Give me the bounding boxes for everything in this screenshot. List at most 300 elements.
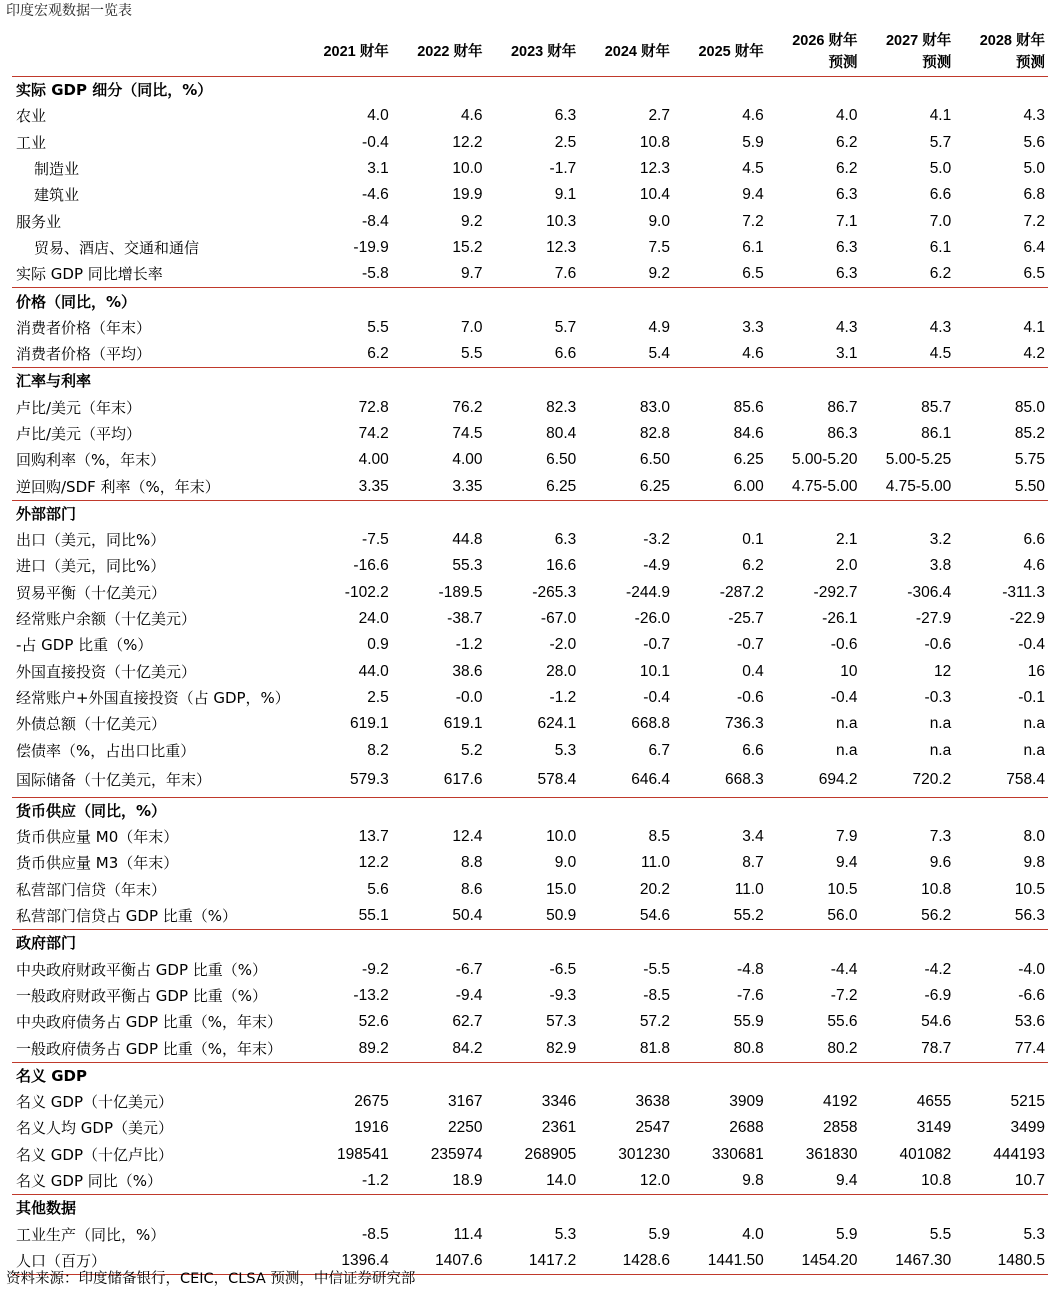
cell-value: 44.0 — [358, 662, 389, 680]
cell-value: 5.6 — [1023, 133, 1045, 151]
table-row — [12, 1035, 1048, 1062]
cell-value: 3499 — [1010, 1119, 1045, 1137]
cell-value: -7.6 — [737, 986, 764, 1004]
cell-value: 3909 — [729, 1093, 764, 1111]
row-label: 逆回购/SDF 利率（%，年末） — [16, 477, 220, 496]
table-row — [12, 473, 1048, 500]
cell-value: 4.6 — [742, 107, 764, 125]
cell-value: -0.4 — [1018, 636, 1045, 654]
cell-value: 6.3 — [554, 531, 577, 549]
cell-value: 6.6 — [1023, 531, 1045, 549]
row-label: 人口（百万） — [12, 1248, 298, 1275]
cell-value: 5.7 — [929, 133, 952, 151]
cell-value: 7.2 — [742, 212, 764, 230]
cell-value: 7.0 — [460, 318, 483, 336]
cell-value: -67.0 — [540, 610, 577, 628]
table-row — [12, 1115, 1048, 1141]
row-label: 经常账户余额（十亿美元） — [16, 610, 197, 629]
row-label: 进口（美元，同比%） — [16, 557, 166, 576]
cell-value: 5.0 — [929, 160, 952, 178]
cell-value: 10.8 — [921, 1172, 952, 1190]
cell-value: 268905 — [524, 1145, 577, 1163]
cell-value: 1467.30 — [861, 1248, 955, 1275]
cell-value: 15.2 — [452, 238, 483, 256]
cell-value: 2.5 — [367, 688, 389, 706]
cell-value: 57.3 — [546, 1013, 577, 1031]
cell-value: 55.2 — [733, 907, 764, 925]
cell-value: -6.7 — [455, 960, 483, 978]
cell-value: 3.1 — [835, 345, 858, 363]
cell-value: 7.6 — [554, 265, 577, 283]
cell-value: -0.3 — [924, 688, 952, 706]
cell-value: 5.3 — [554, 741, 577, 759]
cell-value: 56.0 — [827, 907, 858, 925]
cell-value: 6.3 — [835, 265, 858, 283]
cell-value: -8.5 — [362, 1225, 389, 1243]
table-row — [12, 737, 1048, 763]
cell-value: 4.00 — [358, 451, 389, 469]
table-row — [12, 983, 1048, 1009]
cell-value: 401082 — [899, 1145, 952, 1163]
cell-value: 6.2 — [742, 557, 764, 575]
cell-value: 50.4 — [452, 907, 483, 925]
cell-value: 5.3 — [1023, 1225, 1045, 1243]
cell-value: 2.7 — [648, 107, 670, 125]
cell-value: 0.4 — [742, 662, 764, 680]
cell-value: 617.6 — [443, 771, 483, 789]
table-row — [12, 877, 1048, 903]
row-label: 服务业 — [16, 212, 62, 231]
section-header-row — [12, 77, 1048, 104]
cell-value: 9.0 — [648, 212, 670, 230]
cell-value: 9.4 — [742, 186, 764, 204]
cell-value: 720.2 — [912, 771, 952, 789]
cell-value: 10.1 — [639, 662, 670, 680]
cell-value: 54.6 — [639, 907, 670, 925]
header-fy2025: 2025 财年 — [673, 28, 767, 77]
cell-value: 55.1 — [358, 907, 389, 925]
table-row — [12, 764, 1048, 798]
cell-value: 3.8 — [929, 557, 952, 575]
row-label: 卢比/美元（平均） — [16, 425, 142, 443]
row-label: 农业 — [16, 107, 47, 126]
cell-value: 646.4 — [631, 771, 670, 789]
cell-value: 56.2 — [921, 907, 952, 925]
cell-value: -0.0 — [455, 688, 483, 706]
cell-value: 6.2 — [367, 345, 389, 363]
cell-value: -0.6 — [924, 636, 952, 654]
cell-value: 12.0 — [639, 1172, 670, 1190]
cell-value: 20.2 — [639, 880, 670, 898]
cell-value: 74.2 — [358, 425, 389, 442]
row-label: 贸易、酒店、交通和通信 — [34, 238, 200, 257]
table-title: 印度宏观数据一览表 — [6, 3, 132, 19]
cell-value: 6.5 — [742, 265, 764, 283]
cell-value: -287.2 — [719, 583, 764, 601]
cell-value: 1407.6 — [392, 1248, 486, 1275]
cell-value: 28.0 — [546, 662, 577, 680]
cell-value: 235974 — [430, 1145, 483, 1163]
cell-value: 13.7 — [358, 828, 389, 846]
cell-value: -9.3 — [549, 986, 577, 1004]
cell-value: -8.5 — [643, 986, 670, 1004]
cell-value: -4.8 — [737, 960, 764, 978]
cell-value: 74.5 — [452, 425, 483, 442]
cell-value: 5.6 — [367, 880, 389, 898]
cell-value: -292.7 — [813, 583, 858, 601]
row-label: 名义 GDP 同比（%） — [16, 1172, 163, 1191]
cell-value: 4.75-5.00 — [792, 477, 858, 495]
table-row — [12, 315, 1048, 341]
cell-value: 24.0 — [358, 610, 389, 628]
cell-value: 11.0 — [734, 880, 764, 898]
cell-value: 7.1 — [835, 212, 858, 230]
table-row — [12, 156, 1048, 182]
cell-value: 9.7 — [460, 265, 483, 283]
cell-value: -306.4 — [907, 583, 952, 601]
cell-value: -1.2 — [362, 1172, 389, 1190]
cell-value: 736.3 — [724, 715, 764, 733]
cell-value: 15.0 — [546, 880, 577, 898]
cell-value: 578.4 — [537, 771, 577, 789]
cell-value: -6.6 — [1018, 986, 1045, 1004]
table-row — [12, 580, 1048, 606]
cell-value: 10.8 — [921, 880, 952, 898]
cell-value: 1396.4 — [298, 1248, 392, 1275]
cell-value: 694.2 — [818, 771, 858, 789]
cell-value: -5.8 — [362, 265, 389, 283]
cell-value: 9.0 — [554, 854, 577, 872]
header-fy2028: 2028 财年 预测 — [954, 28, 1048, 77]
cell-value: -189.5 — [438, 583, 483, 601]
cell-value: 9.2 — [460, 212, 483, 230]
cell-value: 3167 — [448, 1093, 483, 1111]
cell-value: -311.3 — [1002, 583, 1045, 601]
cell-value: 86.1 — [921, 425, 952, 442]
cell-value: 6.2 — [929, 265, 952, 283]
table-row — [12, 395, 1048, 421]
cell-value: 330681 — [712, 1145, 764, 1163]
cell-value: 4.75-5.00 — [885, 477, 952, 495]
cell-value: 301230 — [618, 1145, 670, 1163]
cell-value: 56.3 — [1014, 907, 1045, 925]
cell-value: -26.1 — [822, 610, 858, 628]
cell-value: 85.7 — [921, 398, 952, 416]
cell-value: 2675 — [354, 1093, 389, 1111]
cell-value: 1480.5 — [954, 1248, 1048, 1275]
cell-value: -0.4 — [643, 688, 670, 706]
table-row — [12, 850, 1048, 876]
cell-value: -244.9 — [626, 583, 670, 601]
cell-value: 4.3 — [1023, 107, 1045, 125]
row-label: 制造业 — [34, 160, 80, 179]
table-row — [12, 1009, 1048, 1035]
cell-value: 16.6 — [546, 557, 577, 575]
cell-value: 6.2 — [835, 160, 858, 178]
cell-value: 6.8 — [1023, 186, 1045, 204]
cell-value: -4.9 — [643, 557, 670, 575]
cell-value: 4.5 — [742, 160, 764, 178]
cell-value: -13.2 — [353, 986, 389, 1004]
cell-value: 9.8 — [742, 1172, 764, 1190]
cell-value: 9.4 — [835, 1172, 858, 1190]
cell-value: 12.3 — [546, 238, 577, 256]
header-fy2024: 2024 财年 — [579, 28, 673, 77]
cell-value: 198541 — [337, 1145, 389, 1163]
row-label: 外国直接投资（十亿美元） — [16, 662, 197, 681]
header-fy2026: 2026 财年 预测 — [767, 28, 861, 77]
cell-value: 6.6 — [742, 741, 764, 759]
cell-value: -4.2 — [924, 960, 952, 978]
section-title: 实际 GDP 细分（同比，%） — [12, 77, 1048, 104]
table-row — [12, 1168, 1048, 1195]
cell-value: 3346 — [541, 1093, 577, 1111]
cell-value: -5.5 — [643, 960, 670, 978]
cell-value: -16.6 — [353, 557, 389, 575]
row-label: 偿债率（%，占出口比重） — [16, 741, 196, 760]
cell-value: 62.7 — [452, 1013, 483, 1031]
cell-value: 10.0 — [452, 160, 483, 178]
cell-value: 6.6 — [554, 345, 577, 363]
table-row — [12, 659, 1048, 685]
cell-value: 5.5 — [460, 345, 483, 363]
table-row — [12, 632, 1048, 658]
cell-value: 9.6 — [929, 854, 952, 872]
india-macro-table — [12, 28, 1048, 1275]
cell-value: 2.5 — [554, 133, 577, 151]
cell-value: 38.6 — [452, 662, 483, 680]
cell-value: 6.25 — [639, 477, 670, 495]
cell-value: 12.2 — [452, 133, 483, 151]
cell-value: -26.0 — [634, 610, 670, 628]
row-label: -占 GDP 比重（%） — [16, 636, 153, 655]
cell-value: 5.9 — [742, 133, 764, 151]
section-title: 其他数据 — [12, 1195, 1048, 1222]
cell-value: 5215 — [1010, 1093, 1045, 1111]
cell-value: -19.9 — [353, 238, 389, 256]
row-label: 名义人均 GDP（美元） — [16, 1119, 173, 1138]
table-row — [12, 527, 1048, 553]
table-row — [12, 1142, 1048, 1168]
row-label: 私营部门信贷占 GDP 比重（%） — [16, 907, 238, 926]
cell-value: 9.1 — [554, 186, 577, 204]
cell-value: 10.8 — [639, 133, 670, 151]
cell-value: 85.2 — [1014, 425, 1045, 442]
cell-value: 4655 — [916, 1093, 952, 1111]
source-note: 资料来源：印度储备银行，CEIC，CLSA 预测，中信证券研究部 — [6, 1271, 416, 1287]
cell-value: 361830 — [805, 1145, 858, 1163]
cell-value: 50.9 — [546, 907, 577, 925]
cell-value: -25.7 — [728, 610, 764, 628]
cell-value: 5.4 — [648, 345, 670, 363]
cell-value: 72.8 — [358, 398, 389, 416]
cell-value: -6.9 — [924, 986, 952, 1004]
cell-value: 86.3 — [827, 425, 858, 442]
row-label: 国际储备（十亿美元，年末） — [16, 771, 212, 790]
cell-value: 1417.2 — [486, 1248, 580, 1275]
cell-value: 4.0 — [367, 107, 389, 125]
cell-value: 2688 — [729, 1119, 764, 1137]
table-body — [12, 77, 1048, 1275]
cell-value: 4.1 — [929, 107, 952, 125]
cell-value: 4.6 — [1023, 557, 1045, 575]
cell-value: 19.9 — [452, 186, 483, 204]
row-label: 一般政府财政平衡占 GDP 比重（%） — [16, 986, 268, 1005]
cell-value: 3.4 — [742, 828, 764, 846]
row-label: 经常账户+外国直接投资（占 GDP，%） — [16, 688, 290, 707]
cell-value: n.a — [929, 741, 952, 759]
cell-value: 0.9 — [367, 636, 389, 654]
cell-value: 14.0 — [546, 1172, 577, 1190]
row-label: 货币供应量 M0（年末） — [16, 828, 179, 847]
cell-value: 8.6 — [460, 880, 483, 898]
cell-value: 85.0 — [1014, 398, 1045, 416]
cell-value: 6.6 — [929, 186, 952, 204]
cell-value: 12.3 — [639, 160, 670, 178]
table-row — [12, 606, 1048, 632]
cell-value: 4.3 — [835, 318, 858, 336]
cell-value: -8.4 — [362, 212, 389, 230]
cell-value: -6.5 — [549, 960, 577, 978]
table-row — [12, 903, 1048, 930]
cell-value: 5.0 — [1023, 160, 1045, 178]
cell-value: 2250 — [448, 1119, 483, 1137]
cell-value: 80.2 — [827, 1039, 858, 1057]
cell-value: 11.0 — [640, 854, 670, 872]
cell-value: 80.8 — [733, 1039, 764, 1057]
cell-value: 12.4 — [452, 828, 483, 846]
cell-value: 7.0 — [929, 212, 952, 230]
cell-value: 11.4 — [453, 1225, 483, 1243]
cell-value: 5.00-5.25 — [885, 451, 952, 469]
cell-value: -9.2 — [362, 960, 389, 978]
cell-value: 3.3 — [742, 318, 764, 336]
cell-value: 3149 — [916, 1119, 952, 1137]
cell-value: 1454.20 — [767, 1248, 861, 1275]
cell-value: 52.6 — [358, 1013, 389, 1031]
cell-value: 18.9 — [452, 1172, 483, 1190]
table-row — [12, 553, 1048, 579]
cell-value: -2.0 — [549, 636, 577, 654]
cell-value: -7.5 — [362, 531, 389, 549]
cell-value: 44.8 — [452, 531, 483, 549]
row-label: 中央政府财政平衡占 GDP 比重（%） — [16, 960, 268, 979]
cell-value: 7.3 — [929, 828, 952, 846]
cell-value: 10.7 — [1014, 1172, 1045, 1190]
table-row — [12, 957, 1048, 983]
section-header-row — [12, 288, 1048, 315]
cell-value: 6.5 — [1023, 265, 1045, 283]
cell-value: -3.2 — [643, 531, 670, 549]
cell-value: 5.3 — [554, 1225, 577, 1243]
cell-value: -102.2 — [344, 583, 389, 601]
cell-value: 7.2 — [1023, 212, 1045, 230]
cell-value: 2547 — [635, 1119, 670, 1137]
cell-value: 5.9 — [835, 1225, 858, 1243]
row-label: 工业 — [16, 133, 47, 152]
cell-value: 6.1 — [929, 238, 952, 256]
header-fy2027: 2027 财年 预测 — [861, 28, 955, 77]
cell-value: -27.9 — [915, 610, 952, 628]
cell-value: 53.6 — [1014, 1013, 1045, 1031]
cell-value: 84.2 — [452, 1039, 483, 1057]
cell-value: 6.4 — [1023, 238, 1045, 256]
cell-value: 1428.6 — [579, 1248, 673, 1275]
cell-value: 5.00-5.20 — [792, 451, 858, 469]
cell-value: 4.3 — [929, 318, 952, 336]
cell-value: 10 — [840, 662, 858, 680]
table-row — [12, 685, 1048, 711]
cell-value: 6.50 — [639, 451, 670, 469]
cell-value: 55.9 — [733, 1013, 764, 1031]
cell-value: 6.25 — [733, 451, 764, 469]
table-row — [12, 711, 1048, 737]
cell-value: 2858 — [823, 1119, 858, 1137]
cell-value: 5.7 — [554, 318, 577, 336]
cell-value: 8.7 — [742, 854, 764, 872]
cell-value: -22.9 — [1009, 610, 1045, 628]
cell-value: -265.3 — [532, 583, 577, 601]
row-label: 一般政府债务占 GDP 比重（%，年末） — [16, 1039, 283, 1058]
row-label: 建筑业 — [34, 186, 80, 205]
cell-value: 8.2 — [367, 741, 389, 759]
header-fy2023: 2023 财年 — [486, 28, 580, 77]
header-fy2021: 2021 财年 — [298, 28, 392, 77]
cell-value: n.a — [1023, 741, 1045, 759]
header-fy2022: 2022 财年 — [392, 28, 486, 77]
table-row — [12, 235, 1048, 261]
section-header-row — [12, 1062, 1048, 1089]
cell-value: 83.0 — [639, 398, 670, 416]
section-header-row — [12, 1195, 1048, 1222]
cell-value: 3.1 — [367, 160, 389, 178]
table-row — [12, 1221, 1048, 1247]
cell-value: 55.6 — [827, 1013, 858, 1031]
cell-value: 4.9 — [648, 318, 670, 336]
cell-value: 668.3 — [724, 771, 764, 789]
cell-value: 12 — [934, 662, 952, 680]
cell-value: -0.4 — [830, 688, 858, 706]
table-row — [12, 447, 1048, 473]
cell-value: 3.35 — [358, 477, 389, 495]
cell-value: -1.7 — [549, 160, 577, 178]
cell-value: 758.4 — [1006, 771, 1045, 789]
row-label: 卢比/美元（年末） — [16, 398, 142, 417]
cell-value: 4.5 — [929, 345, 952, 363]
cell-value: n.a — [835, 715, 858, 733]
cell-value: 82.3 — [546, 398, 577, 416]
row-label: 出口（美元，同比%） — [16, 531, 166, 550]
cell-value: 4.00 — [452, 451, 483, 469]
cell-value: -0.7 — [737, 636, 764, 654]
cell-value: 668.8 — [631, 715, 670, 733]
cell-value: 5.9 — [648, 1225, 670, 1243]
cell-value: 4.2 — [1023, 345, 1045, 363]
cell-value: 6.25 — [546, 477, 577, 495]
cell-value: 8.5 — [648, 828, 670, 846]
table-row — [12, 261, 1048, 288]
cell-value: 82.9 — [546, 1039, 577, 1057]
cell-value: -1.2 — [455, 636, 483, 654]
cell-value: 4.6 — [460, 107, 483, 125]
cell-value: 2.1 — [835, 531, 858, 549]
row-label: 名义 GDP（十亿美元） — [16, 1093, 173, 1112]
cell-value: 8.0 — [1023, 828, 1045, 846]
section-header-row — [12, 797, 1048, 824]
table-row — [12, 421, 1048, 447]
cell-value: 5.2 — [460, 741, 483, 759]
row-label: 回购利率（%，年末） — [16, 451, 166, 470]
